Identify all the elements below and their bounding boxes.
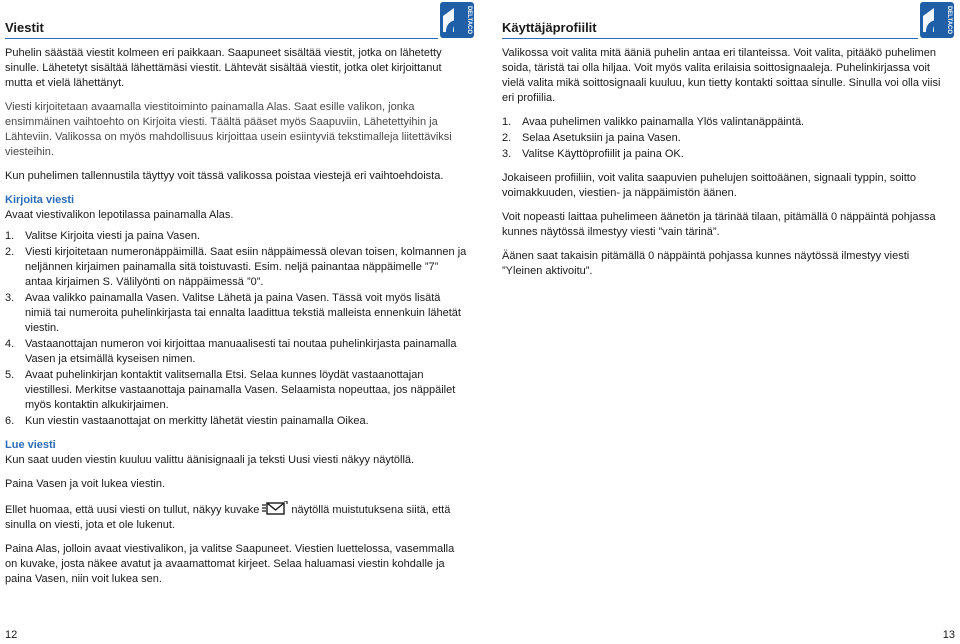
write-section-heading: Kirjoita viesti [5,194,75,206]
list-item [5,245,468,290]
list-item [5,229,468,244]
step-text: Valitse Käyttöprofiilit ja paina OK. [522,148,684,160]
header-rule [502,38,918,39]
mute-paragraph: Voit nopeasti laittaa puhelimeen äänetön ja tärinää tilaan, pitämällä 0 näppäintä pohjassa kunnes näytössä ilmestyy viesti ”vain tärinä”. [502,211,936,238]
step-number: 3. [502,148,512,160]
deltaco-logo-icon [920,2,954,38]
step-text: Avaa valikko painamalla Vasen. Valitse Lähetä ja paina Vasen. Tässä voit myös lisätä nimiä tai numeroita puhelinkirjasta tai ennalta laadittua tekstiä malleista ennenkuin lähetät viestin. [25,292,461,334]
new-message-envelope-icon [262,501,288,516]
step-number: 2. [5,246,15,258]
inbox-paragraph: Paina Alas, jolloin avaat viestivalikon, ja valitse Saapuneet. Viestien luettelossa, vasemmalla on kuvake, josta näkee avatut ja avaamattomat kirjeet. Selaa haluamasi viestin kohdalle ja paina Vasen, niin voit lukea sen. [5,543,455,585]
open-message-paragraph: Paina Vasen ja voit lukea viestin. [5,478,165,490]
intro-paragraph: Puhelin säästää viestit kolmeen eri paikkaan. Saapuneet sisältää viestit, jotka on lähetetty sinulle. Lähetetyt sisältää lähettämäsi viestit. Lähtevät sisältää viestit, jotka olet kirjoittanut mutta et vielä lähettänyt. [5,47,442,89]
logo-text: DELTACO [946,5,952,35]
read-section-heading: Lue viesti [5,439,56,451]
step-text: Valitse Kirjoita viesti ja paina Vasen. [25,230,201,242]
step-text: Kun viestin vastaanottajat on merkitty lähetät viestin painamalla Oikea. [25,415,369,427]
step-text: Avaa puhelimen valikko painamalla Ylös valintanäppäintä. [522,116,805,128]
write-section-intro: Avaat viestivalikon lepotilassa painamalla Alas. [5,209,234,221]
step-text: Selaa Asetuksiin ja paina Vasen. [522,132,681,144]
page-number: 13 [942,629,955,641]
memory-paragraph: Kun puhelimen tallennustila täyttyy voit tässä valikossa poistaa viestejä eri vaihtoehdoista. [5,170,444,182]
list-item [5,368,468,413]
list-item [5,414,468,429]
step-number: 6. [5,415,15,427]
write-steps-list [5,229,468,429]
icon-text-after: näytöllä muistutuksena siitä, että sinulla on viesti, jota et ole lukenut. [5,504,451,531]
page-title: Käyttäjäprofiilit [502,20,597,35]
restore-sound-paragraph: Äänen saat takaisin pitämällä 0 näppäintä pohjassa kunnes näytössä ilmestyy viesti ”Yleinen aktivoitu”. [502,250,910,277]
deltaco-logo [440,2,474,38]
deltaco-logo-icon [440,2,474,38]
page-header [502,0,956,44]
page-number: 12 [5,629,18,641]
list-item [502,131,942,146]
profile-options-paragraph: Jokaiseen profiiliin, voit valita saapuvien puhelujen soittoäänen, signaali typpin, soitto voimakkuuden, viestien- ja näppäimistön äänen. [502,172,916,199]
logo-text: DELTACO [466,5,472,35]
step-number: 3. [5,292,15,304]
step-number: 4. [5,338,15,350]
list-item [502,115,942,130]
page-title: Viestit [5,20,44,35]
step-number: 1. [502,116,512,128]
page-header [5,0,476,44]
list-item [502,147,942,162]
left-content [5,46,468,596]
step-text: Viesti kirjoitetaan numeronäppäimillä. Saat esiin näppäimessä olevan toisen, kolmannen ja neljännen kirjaimen painamalla sitä toistuvasti. Esim. neljä painantaa näppäimelle ”7” antaa kirjaimen S. Välilyönti on näppäimessä ”0”. [25,246,467,288]
profiles-intro-paragraph: Valikossa voit valita mitä ääniä puhelin antaa eri tilanteissa. Voit valita, pitääkö puhelimen soida, täristä tai olla hiljaa. Voit myös valita erilaisia soittosignaaleja. Puhelinkirjassa voit vielä valita mikä soittosignaali kuuluu, kun tietty kontakti soittaa sinulle. Sinulla voi olla viisi eri profiilia. [502,47,941,104]
right-content [502,46,942,288]
deltaco-logo [920,2,954,38]
step-text: Avaat puhelinkirjan kontaktit valitsemalla Etsi. Selaa kunnes löydät vastaanottajan viestillesi. Merkitse vastaanottaja painamalla Vasen. Selaamista nopeuttaa, jos näppäilet myös kontaktin alkukirjaimen. [25,369,456,411]
profile-steps-list [502,115,942,162]
list-item [5,291,468,336]
list-item [5,337,468,367]
icon-text-before: Ellet huomaa, että uusi viesti on tullut, näkyy kuvake [5,504,260,516]
step-number: 5. [5,369,15,381]
step-number: 1. [5,230,15,242]
unread-icon-paragraph [5,501,468,533]
header-rule [5,38,438,39]
right-page [480,0,960,644]
step-text: Vastaanottajan numeron voi kirjoittaa manuaalisesti tai noutaa puhelinkirjasta painamalla Vasen ja etsimällä kyseisen nimen. [25,338,457,365]
step-number: 2. [502,132,512,144]
read-section-intro: Kun saat uuden viestin kuuluu valittu äänisignaali ja teksti Uusi viesti näkyy näytöllä. [5,454,415,466]
menu-paragraph: Viesti kirjoitetaan avaamalla viestitoiminto painamalla Alas. Saat esille valikon, jonka ensimmäinen vaihtoehto on Kirjoita viesti. Täältä pääset myös Saapuviin, Lähetettyihin ja Lähteviin. Valikossa on myös mahdollisuus kirjoittaa usein esiintyviä tekstimalleja liitettäviksi viesteihin. [5,101,452,158]
